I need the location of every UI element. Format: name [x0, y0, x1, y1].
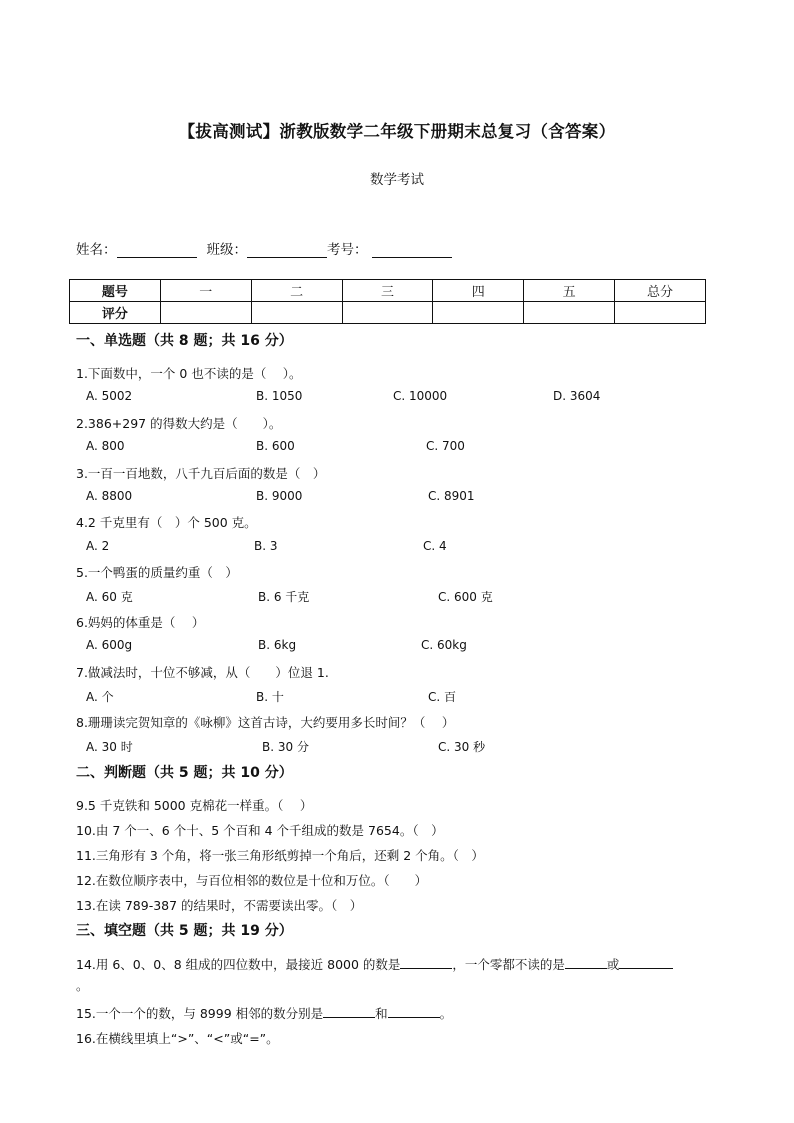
question: 4.2 千克里有（ ）个 500 克。 — [76, 515, 257, 530]
question: 5.一个鸭蛋的质量约重（ ） — [76, 565, 238, 580]
option: A. 8800 — [86, 489, 133, 503]
option: C. 30 秒 — [438, 740, 486, 754]
question: 3.一百一百地数，八千九百后面的数是（ ） — [76, 466, 326, 481]
question-text: 14.用 6、0、0、8 组成的四位数中，最接近 8000 的数是 — [76, 957, 401, 972]
score-cell[interactable] — [342, 302, 433, 324]
question: 7.做减法时，十位不够减，从（ ）位退 1. — [76, 665, 329, 680]
question-end: 。 — [76, 978, 89, 993]
question: 16.在横线里填上“>”、“<”或“=”。 — [76, 1031, 279, 1046]
option: C. 百 — [428, 690, 457, 704]
table-cell: 评分 — [70, 302, 161, 324]
score-cell[interactable] — [160, 302, 251, 324]
option: C. 600 克 — [438, 590, 493, 604]
answer-blank[interactable] — [323, 1004, 375, 1018]
name-label: 姓名： — [76, 242, 117, 258]
question: 1.下面数中，一个 0 也不读的是（ ）。 — [76, 366, 302, 381]
option: B. 十 — [256, 690, 284, 704]
question: 12.在数位顺序表中，与百位相邻的数位是十位和万位。（ ） — [76, 873, 428, 888]
option: C. 8901 — [428, 489, 475, 503]
option: A. 2 — [86, 539, 110, 553]
question — [76, 955, 673, 973]
option: B. 3 — [254, 539, 278, 553]
section-heading: 二、判断题（共 5 题；共 10 分） — [76, 765, 293, 781]
class-label: 班级： — [206, 242, 247, 258]
table-cell: 四 — [433, 280, 524, 302]
score-cell[interactable] — [615, 302, 706, 324]
table-row — [70, 280, 706, 302]
option: C. 4 — [423, 539, 447, 553]
section-heading: 一、单选题（共 8 题；共 16 分） — [76, 333, 293, 349]
question-text: 。 — [439, 1006, 453, 1021]
table-cell: 一 — [160, 280, 251, 302]
option: B. 6 千克 — [258, 590, 310, 604]
option: B. 1050 — [256, 389, 303, 403]
question-text: 15.一个一个的数，与 8999 相邻的数分别是 — [76, 1006, 324, 1021]
option: A. 800 — [86, 439, 125, 453]
answer-blank[interactable] — [619, 955, 673, 969]
score-cell[interactable] — [251, 302, 342, 324]
table-cell: 总分 — [615, 280, 706, 302]
name-field[interactable] — [117, 243, 197, 258]
question-text: 或 — [606, 957, 620, 972]
question-text: 和 — [375, 1006, 388, 1021]
score-table — [69, 279, 706, 324]
student-info — [76, 238, 452, 258]
table-cell: 题号 — [70, 280, 161, 302]
question: 13.在读 789-387 的结果时，不需要读出零。（ ） — [76, 898, 363, 913]
option: B. 600 — [256, 439, 295, 453]
class-field[interactable] — [247, 243, 327, 258]
question: 11.三角形有 3 个角，将一张三角形纸剪掉一个角后，还剩 2 个角。（ ） — [76, 848, 484, 863]
table-cell: 五 — [524, 280, 615, 302]
score-cell[interactable] — [524, 302, 615, 324]
option: A. 30 时 — [86, 740, 133, 754]
table-cell: 二 — [251, 280, 342, 302]
option: B. 30 分 — [262, 740, 309, 754]
option: A. 5002 — [86, 389, 133, 403]
question: 2.386+297 的得数大约是（ ）。 — [76, 416, 282, 431]
question-text: ，一个零都不读的是 — [452, 957, 565, 972]
option: A. 60 克 — [86, 590, 133, 604]
question: 8.珊珊读完贺知章的《咏柳》这首古诗，大约要用多长时间？（ ） — [76, 715, 455, 730]
page-title: 【拔高测试】浙教版数学二年级下册期末总复习（含答案） — [178, 122, 616, 141]
option: B. 6kg — [258, 638, 297, 652]
question: 10.由 7 个一、6 个十、5 个百和 4 个千组成的数是 7654。（ ） — [76, 823, 444, 838]
question: 9.5 千克铁和 5000 克棉花一样重。（ ） — [76, 798, 313, 813]
section-heading: 三、填空题（共 5 题；共 19 分） — [76, 923, 293, 939]
option: C. 700 — [426, 439, 465, 453]
table-cell: 三 — [342, 280, 433, 302]
answer-blank[interactable] — [565, 955, 607, 969]
answer-blank[interactable] — [388, 1004, 440, 1018]
option: C. 60kg — [421, 638, 467, 652]
answer-blank[interactable] — [400, 955, 452, 969]
exam-no-label: 考号： — [327, 242, 368, 258]
option: D. 3604 — [553, 389, 601, 403]
table-row — [70, 302, 706, 324]
score-cell[interactable] — [433, 302, 524, 324]
page-subtitle: 数学考试 — [370, 172, 424, 188]
option: A. 600g — [86, 638, 133, 652]
option: C. 10000 — [393, 389, 448, 403]
option: A. 个 — [86, 690, 114, 704]
exam-no-field[interactable] — [372, 243, 452, 258]
question — [76, 1004, 452, 1022]
option: B. 9000 — [256, 489, 303, 503]
question: 6.妈妈的体重是（ ） — [76, 615, 205, 630]
